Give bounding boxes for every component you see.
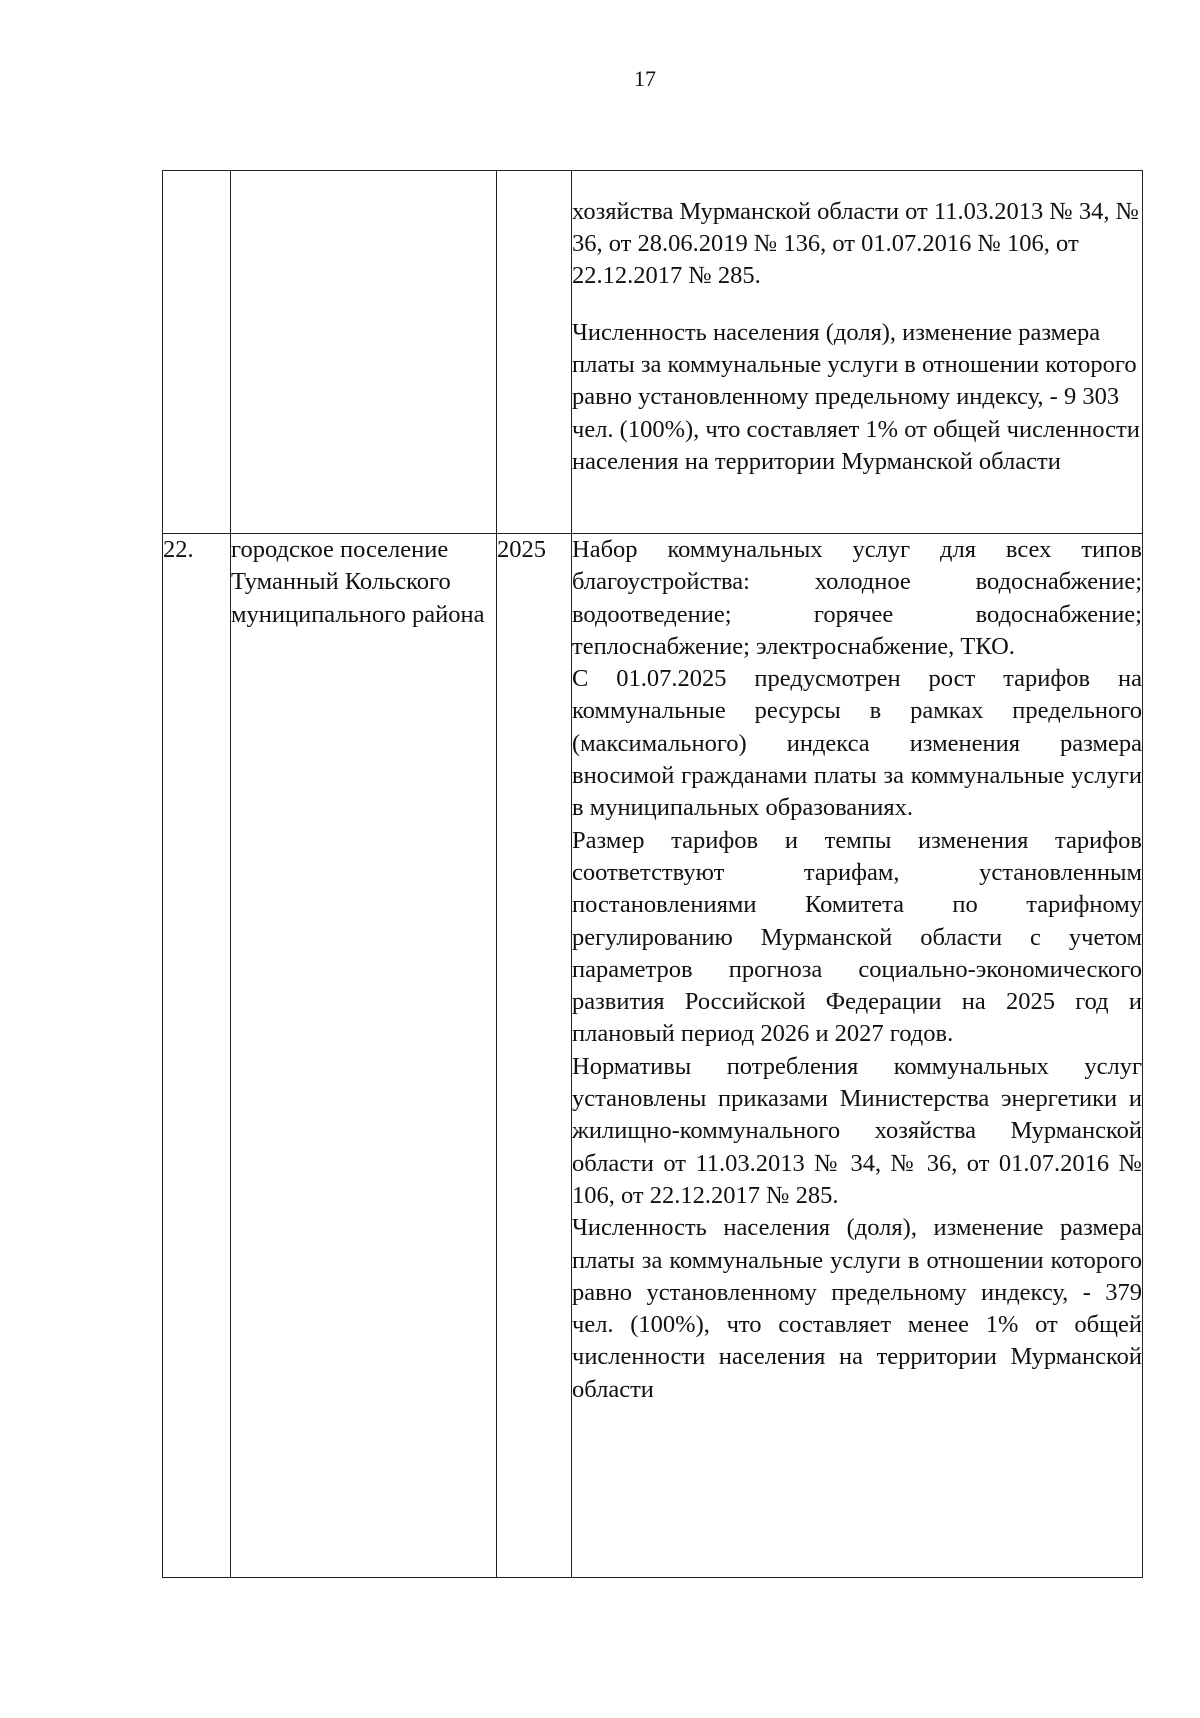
description-paragraph: хозяйства Мурманской области от 11.03.2013 № 34, № 36, от 28.06.2019 № 136, от 01.07.2016 № 106, от 22.12.2017 № 285. [572, 197, 1139, 290]
description-paragraph: Размер тарифов и темпы изменения тарифов соответствуют тарифам, установленным постановлениями Комитета по тарифному регулированию Мурманской области с учетом параметров прогноза социально-экономического развития Российской Федерации на 2025 год и плановый период 2026 и 2027 годов. [572, 826, 1142, 1048]
description-paragraph: С 01.07.2025 предусмотрен рост тарифов на коммунальные ресурсы в рамках предельного (максимального) индекса изменения размера вносимой гражданами платы за коммунальные услуги в муниципальных образованиях. [572, 665, 1142, 822]
description-cell [572, 534, 1143, 1578]
description-paragraph: Набор коммунальных услуг для всех типов благоустройства: холодное водоснабжение; водоотведение; горячее водоснабжение; теплоснабжение; электроснабжение, ТКО. [572, 536, 1142, 660]
table-row-22 [163, 534, 1143, 1578]
description-paragraph: Численность населения (доля), изменение размера платы за коммунальные услуги в отношении которого равно установленному предельному индексу, - 379 чел. (100%), что составляет менее 1% от общей численности населения на территории Мурманской области [572, 1214, 1142, 1403]
description-paragraph: Численность населения (доля), изменение размера платы за коммунальные услуги в отношении которого равно установленному предельному индексу, - 9 303 чел. (100%), что составляет 1% от общей численности населения на территории Мурманской области [572, 318, 1140, 476]
description-paragraph: Нормативы потребления коммунальных услуг установлены приказами Министерства энергетики и жилищно-коммунального хозяйства Мурманской области от 11.03.2013 № 34, № 36, от 01.07.2016 № 106, от 22.12.2017 № 285. [572, 1052, 1142, 1209]
description-cell [572, 171, 1143, 534]
year-cell [497, 171, 572, 534]
row-number-cell [163, 171, 231, 534]
year-cell: 2025 [497, 534, 572, 1578]
row-number-cell: 22. [163, 534, 231, 1578]
municipal-tariff-table [162, 170, 1143, 1578]
table-row-continuation [163, 171, 1143, 534]
municipality-cell: городское поселение Туманный Кольского муниципального района [231, 534, 497, 1578]
municipality-cell [231, 171, 497, 534]
page-number: 17 [634, 66, 656, 91]
